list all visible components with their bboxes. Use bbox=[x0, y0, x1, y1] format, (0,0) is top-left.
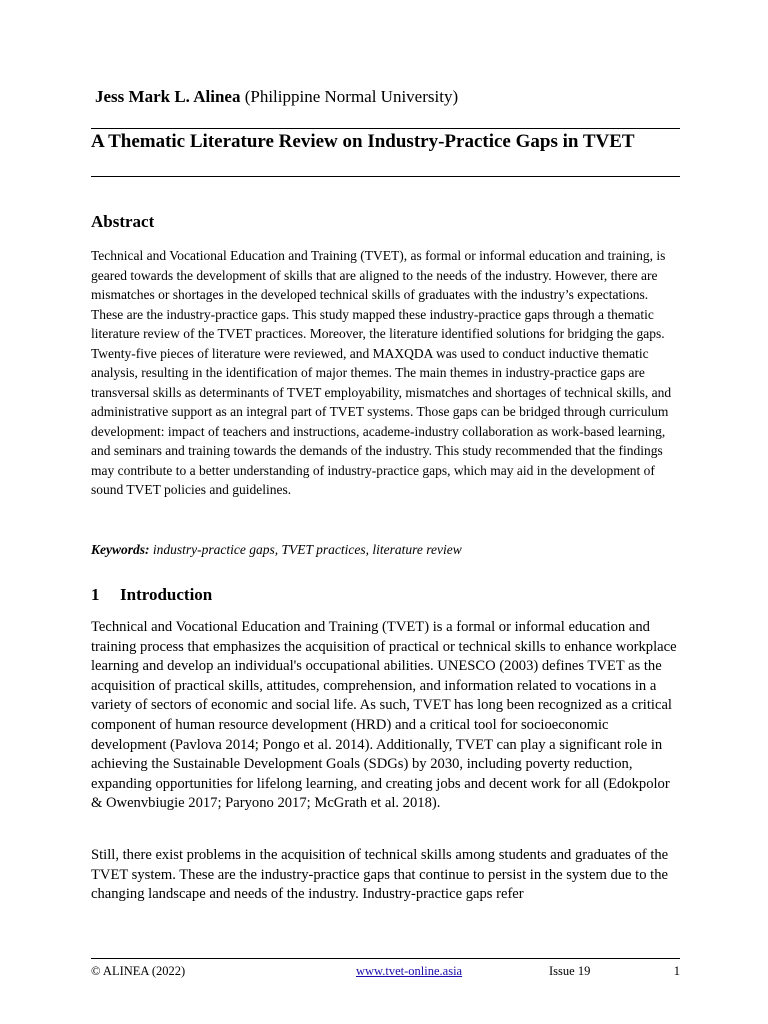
keywords-text: industry-practice gaps, TVET practices, literature review bbox=[152, 542, 462, 557]
footer-issue: Issue 19 bbox=[549, 964, 591, 978]
author-affiliation: (Philippine Normal University) bbox=[244, 87, 459, 106]
footer-copyright: © ALINEA (2022) bbox=[91, 964, 186, 978]
title-top-rule bbox=[91, 128, 680, 129]
footer-page-number: 1 bbox=[673, 964, 680, 978]
intro-paragraph-1: Technical and Vocational Education and Training (TVET) is a formal or informal education and training process that emphasizes the acquisition of practical or technical skills to enhance workplace learning and develop an individual's occupational abilities. UNESCO (2003) defines TVET as the acquisition of practical skills, attitudes, comprehension, and information related to vocations in a variety of sectors of economic and social life. As such, TVET has long been recognized as a critical component of human resource development (HRD) and a critical tool for socioeconomic development (Pavlova 2014; Pongo et al. 2014). Additionally, TVET can play a significant role in achieving the Sustainable Development Goals (SDGs) by 2030, including poverty reduction, expanding opportunities for lifelong learning, and creating jobs and decent work for all (Edokpolor & Owenvbiugie 2017; Paryono 2017; McGrath et al. 2018). bbox=[91, 619, 677, 812]
footer-rule bbox=[91, 958, 680, 959]
page-footer bbox=[91, 962, 680, 980]
introduction-heading bbox=[91, 585, 212, 605]
abstract-heading: Abstract bbox=[91, 212, 155, 231]
paper-title: A Thematic Literature Review on Industry-Practice Gaps in TVET bbox=[91, 131, 635, 152]
author-name: Jess Mark L. Alinea bbox=[95, 87, 241, 106]
title-bottom-rule bbox=[91, 176, 680, 177]
footer-website-link[interactable]: www.tvet-online.asia bbox=[356, 964, 463, 978]
author-line bbox=[95, 86, 458, 108]
keywords bbox=[91, 540, 680, 559]
intro-paragraph-2: Still, there exist problems in the acquisition of technical skills among students and graduates of the TVET system. These are the industry-practice gaps that continue to persist in the system due to the changing landscape and needs of the industry. Industry-practice gaps refer bbox=[91, 847, 669, 903]
section-number: 1 bbox=[91, 585, 100, 604]
section-title: Introduction bbox=[120, 585, 213, 604]
abstract-text: Technical and Vocational Education and Training (TVET), as formal or informal education and training, is geared towards the development of skills that are aligned to the needs of the industry. However, there are mismatches or shortages in the developed technical skills of graduates with the industry’s expectations. These are the industry-practice gaps. This study mapped these industry-practice gaps through a thematic literature review of the TVET practices. Moreover, the literature identified solutions for bridging the gaps. Twenty-five pieces of literature were reviewed, and MAXQDA was used to conduct inductive thematic analysis, resulting in the identification of major themes. The main themes in industry-practice gaps are transversal skills as determinants of TVET employability, mismatches and shortages of technical skills, and administrative support as an integral part of TVET systems. Those gaps can be bridged through curriculum development: impact of teachers and instructions, academe-industry collaboration as work-based learning, and seminars and training towards the demands of the industry. This study recommended that the findings may contribute to a better understanding of industry-practice gaps, which may aid in the development of sound TVET policies and guidelines. bbox=[91, 248, 672, 497]
keywords-label: Keywords: bbox=[91, 542, 150, 557]
